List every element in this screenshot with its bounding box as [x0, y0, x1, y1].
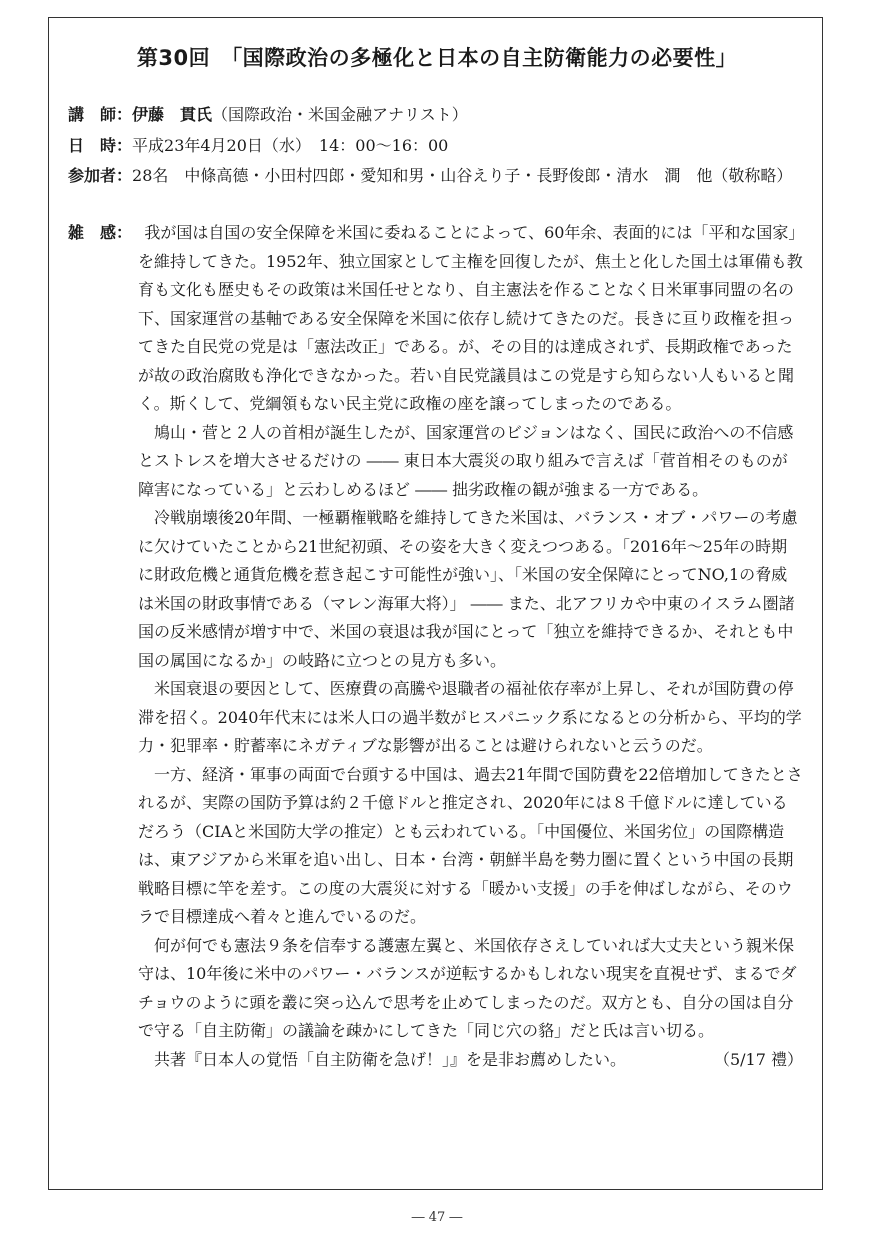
participants-line [68, 164, 792, 188]
lecturer-name: 伊藤 貫氏 [132, 105, 213, 124]
paragraph: 我が国は自国の安全保障を米国に委ねることによって、60年余、表面的には「平和な国家」を維持してきた。1952年、独立国家として主権を回復したが、焦土と化した国土は軍備も教育も文化も歴史もその政策は米国任せとなり、自主憲法を作ることなく日米軍事同盟の名の下、国家運営の基軸である安全保障を米国に依存し続けてきたのだ。長きに亘り政権を担ってきた自民党の党是は「憲法改正」である。が、その目的は達成されず、長期政権であったが故の政治腐敗も浄化できなかった。若い自民党議員はこの党是すら知らない人もいると聞く。斯くして、党綱領もない民主党に政権の座を譲ってしまったのである。 [138, 223, 803, 413]
lecturer-line [68, 103, 468, 127]
closing-line [138, 1046, 803, 1075]
page-title: 第30回 「国際政治の多極化と日本の自主防衛能力の必要性」 [136, 46, 738, 70]
date-value: 平成23年4月20日（水） 14：00～16：00 [132, 136, 449, 155]
signature: （5/17 禮） [713, 1049, 803, 1069]
paragraph: 米国衰退の要因として、医療費の高騰や退職者の福祉依存率が上昇し、それが国防費の停滞を招く。2040年代末には米人口の過半数がヒスパニック系になるとの分析から、平均的学力・犯罪率・貯蓄率にネガティブな影響が出ることは避けられないと云うのだ。 [138, 679, 802, 755]
date-label: 日 時： [68, 136, 133, 155]
date-line [68, 134, 448, 158]
paragraph: 何が何でも憲法９条を信奉する護憲左翼と、米国依存さえしていれば大丈夫という親米保守は、10年後に米中のパワー・バランスが逆転するかもしれない現実を直視せず、まるでダチョウのように頭を叢に突っ込んで思考を止めてしまったのだ。双方とも、自分の国は自分で守る「自主防衛」の議論を疎かにしてきた「同じ穴の貉」だと氏は言い切る。 [138, 935, 797, 1040]
paragraph: 鳩山・菅と２人の首相が誕生したが、国家運営のビジョンはなく、国民に政治への不信感とストレスを増大させるだけの ―― 東日本大震災の取り組みで言えば「菅首相そのものが障害になっている」と云わしめるほど ―― 拙劣政権の観が強まる一方である。 [138, 422, 794, 499]
page-number: ― 47 ― [411, 1210, 463, 1225]
paragraph: 冷戦崩壊後20年間、一極覇権戦略を維持してきた米国は、バランス・オブ・パワーの考慮に欠けていたことから21世紀初頭、その姿を大きく変えつつある。「2016年～25年の時期に財政危機と通貨危機を惹き起こす可能性が強い」、「米国の安全保障にとってNO,1の脅威は米国の財政事情である（マレン海軍大将）」 ―― また、北アフリカや中東のイスラム圏諸国の反米感情が増す中で、米国の衰退は我が国にとって「独立を維持できるか、それとも中国の属国になるか」の岐路に立つとの見方も多い。 [138, 508, 798, 670]
lecturer-label: 講 師： [68, 105, 133, 124]
paragraph: 一方、経済・軍事の両面で台頭する中国は、過去21年間で国防費を22倍増加してきたとされるが、実際の国防予算は約２千億ドルと推定され、2020年には８千億ドルに達しているだろう（CIAと米国防大学の推定）とも云われている。「中国優位、米国劣位」の国際構造は、東アジアから米軍を追い出し、日本・台湾・朝鮮半島を勢力圏に置くという中国の長期戦略目標に竿を差す。この度の大震災に対する「暖かい支援」の手を伸ばしながら、そのウラで目標達成へ着々と進んでいるのだ。 [138, 764, 803, 926]
impressions-body [138, 219, 803, 1074]
closing-text: 共著『日本人の覚悟「自主防衛を急げ！」』を是非お薦めしたい。 [154, 1049, 627, 1069]
participants-value: 28名 中條高德・小田村四郎・愛知和男・山谷えり子・長野俊郎・清水 澗 他（敬称略） [132, 166, 793, 185]
participants-label: 参加者： [68, 166, 133, 185]
impressions-label: 雑 感： [68, 223, 133, 242]
lecturer-detail: （国際政治・米国金融アナリスト） [212, 105, 468, 124]
